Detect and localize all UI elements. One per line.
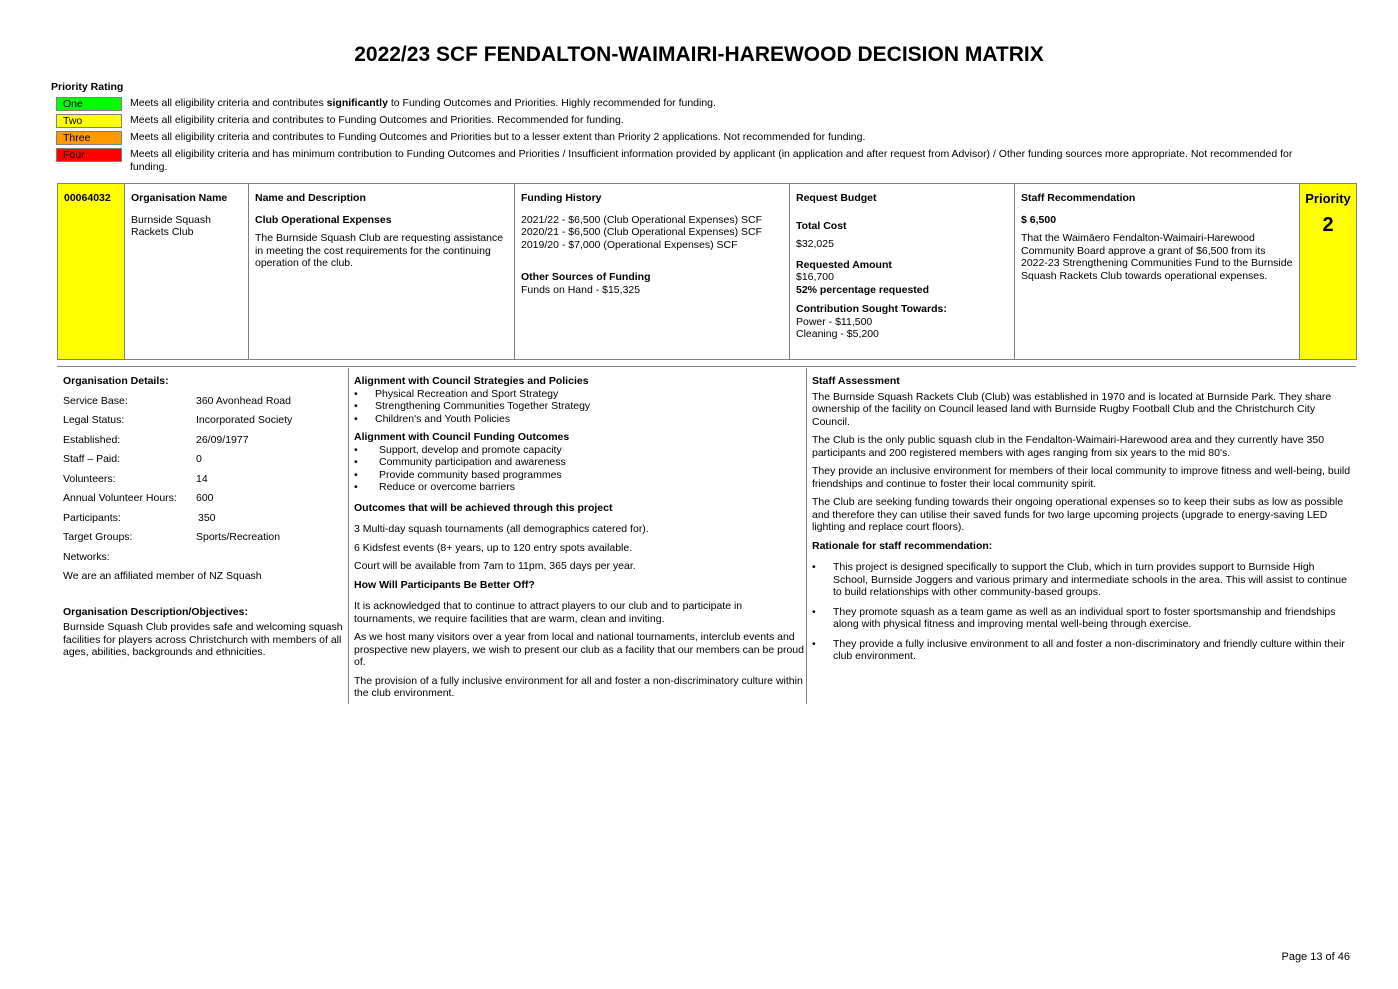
contribution-label: Contribution Sought Towards:	[796, 303, 947, 315]
detail-value: Sports/Recreation	[196, 531, 281, 543]
org-name-cell	[125, 184, 249, 360]
priority-cell	[1300, 184, 1357, 360]
contribution-item: Power - $11,500	[796, 315, 873, 328]
legend-swatch-four: Four	[56, 148, 122, 162]
column-divider	[348, 368, 349, 704]
legend-swatch-three: Three	[56, 131, 122, 145]
legend-swatch-one: One	[56, 97, 122, 111]
percentage-requested: 52% percentage requested	[796, 283, 930, 296]
alignment-section	[354, 375, 804, 706]
staff-recommendation-cell	[1015, 184, 1300, 360]
detail-key: Service Base:	[63, 394, 128, 407]
legend-text-two: Meets all eligibility criteria and contributes to Funding Outcomes and Priorities. Recommended for funding.	[130, 114, 624, 126]
achieved-item: 6 Kidsfest events (8+ years, up to 120 entry spots available.	[354, 541, 633, 554]
list-item: • Children's and Youth Policies	[354, 413, 804, 426]
detail-key: Annual Volunteer Hours:	[63, 492, 177, 504]
page-number: Page 13 of 46	[1281, 951, 1350, 963]
org-details-heading: Organisation Details:	[63, 375, 169, 387]
assessment-paragraph: They provide an inclusive environment for members of their local community to improve fitness and well-being, build friendships and continue to foster their local community spirit.	[812, 465, 1351, 490]
detail-value: 14	[196, 472, 208, 485]
org-description-heading: Organisation Description/Objectives:	[63, 605, 248, 618]
detail-value: 26/09/1977	[196, 433, 249, 446]
better-off-paragraph: It is acknowledged that to continue to attract players to our club and to participate in tournaments, we require facilities that are warm, clean and inviting.	[354, 600, 743, 625]
assessment-paragraph: The Burnside Squash Rackets Club (Club) was established in 1970 and is located at Burnside Park. They share ownership of the facility on Council leased land with Burnside Rugby Football Club and the Christchurch City Council.	[812, 390, 1332, 428]
other-sources-header: Other Sources of Funding	[521, 271, 651, 283]
list-item: • Strengthening Communities Together Strategy	[354, 400, 804, 413]
better-off-paragraph: As we host many visitors over a year from local and national tournaments, interclub events and prospective new players, we wish to present our club as a facility that our members can be proud of.	[354, 631, 804, 668]
legend-text-three: Meets all eligibility criteria and contributes to Funding Outcomes and Priorities but to a lesser extent than Priority 2 applications. Not recommended for funding.	[130, 131, 866, 143]
outcomes-list	[354, 444, 804, 494]
name-description-header: Name and Description	[255, 192, 366, 204]
legend-row-three	[56, 131, 1316, 145]
legend-text-one-bold: significantly	[326, 97, 388, 109]
detail-row	[63, 453, 345, 466]
list-item: • Provide community based programmes	[354, 469, 804, 482]
decision-matrix-table	[57, 183, 1357, 360]
detail-key: Target Groups:	[63, 531, 133, 543]
request-budget-cell	[790, 184, 1015, 360]
detail-row	[63, 473, 345, 486]
outcomes-heading: Alignment with Council Funding Outcomes	[354, 431, 570, 443]
detail-value: Incorporated Society	[196, 414, 293, 426]
staff-recommendation-header: Staff Recommendation	[1021, 192, 1136, 204]
detail-value: 600	[196, 492, 214, 504]
detail-row	[63, 414, 345, 427]
request-budget-header: Request Budget	[796, 192, 877, 204]
contribution-item: Cleaning - $5,200	[796, 328, 879, 340]
name-description-cell	[249, 184, 515, 360]
funding-history-item: 2021/22 - $6,500 (Club Operational Expenses) SCF	[521, 213, 763, 226]
detail-row	[63, 395, 345, 408]
legend-row-four	[56, 148, 1316, 173]
list-item: • They promote squash as a team game as well as an individual sport to foster sportsmanship and friendships along with physical fitness and improving mental well-being through exercise.	[812, 606, 1352, 631]
better-off-paragraph: The provision of a fully inclusive environment for all and foster a non-discriminatory culture within the club environment.	[354, 674, 803, 699]
list-item: • Physical Recreation and Sport Strategy	[354, 388, 804, 401]
legend-row-two	[56, 114, 1316, 128]
page-title: 2022/23 SCF FENDALTON-WAIMAIRI-HAREWOOD DECISION MATRIX	[354, 43, 1044, 66]
detail-key: Participants:	[63, 511, 121, 524]
column-divider	[806, 368, 807, 704]
staff-assessment-section	[812, 375, 1352, 670]
achieved-heading: Outcomes that will be achieved through this project	[354, 501, 613, 514]
detail-key: Legal Status:	[63, 414, 125, 426]
priority-legend	[56, 97, 1316, 176]
other-sources: Funds on Hand - $15,325	[521, 283, 641, 296]
total-cost-label: Total Cost	[796, 219, 847, 232]
detail-row	[63, 551, 345, 564]
list-item: • Support, develop and promote capacity	[354, 444, 804, 457]
achieved-item: 3 Multi-day squash tournaments (all demographics catered for).	[354, 523, 649, 535]
funding-history-cell	[515, 184, 790, 360]
project-description: The Burnside Squash Club are requesting assistance in meeting the cost requirements for the continuing operation of the club.	[255, 232, 504, 269]
strategies-list	[354, 388, 804, 426]
application-id-cell	[58, 184, 125, 360]
detail-key: Established:	[63, 433, 121, 446]
staff-recommendation-amount: $ 6,500	[1021, 213, 1057, 226]
funding-history-item: 2019/20 - $7,000 (Operational Expenses) SCF	[521, 238, 738, 251]
list-item: • Community participation and awareness	[354, 456, 804, 469]
list-item: • This project is designed specifically to support the Club, which in turn provides support to Burnside High School, Burnside Joggers and various primary and intermediate schools in the area. This will assist to continue to build relationships with other community-based groups.	[812, 561, 1352, 599]
assessment-paragraph: The Club are seeking funding towards their ongoing operational expenses so to keep their subs as low as possible and therefore they can utilise their saved funds for two large upcoming projects (upgrade to energy-saving LED lighting and replace court floors).	[812, 496, 1344, 533]
detail-key: Staff – Paid:	[63, 453, 121, 465]
legend-row-one	[56, 97, 1316, 111]
detail-key: Volunteers:	[63, 472, 116, 485]
organisation-details	[63, 375, 345, 659]
detail-row	[63, 492, 345, 505]
network-note: We are an affiliated member of NZ Squash	[63, 570, 262, 582]
legend-text-one	[130, 97, 1316, 110]
rationale-list	[812, 561, 1352, 663]
total-cost: $32,025	[796, 238, 834, 250]
priority-value: 2	[1322, 213, 1334, 236]
list-item: • Reduce or overcome barriers	[354, 481, 804, 494]
staff-assessment-heading: Staff Assessment	[812, 375, 900, 387]
detail-row	[63, 512, 345, 525]
legend-text-four: Meets all eligibility criteria and has minimum contribution to Funding Outcomes and Priorities / Insufficient information provided by applicant (in application and after request from Advisor) / Other funding sources more appropriate. Not recommended for funding.	[130, 148, 1293, 173]
detail-value: 360 Avonhead Road	[196, 394, 291, 407]
strategies-heading: Alignment with Council Strategies and Policies	[354, 375, 589, 387]
funding-history-header: Funding History	[521, 192, 602, 204]
requested-amount: $16,700	[796, 271, 834, 283]
better-off-heading: How Will Participants Be Better Off?	[354, 578, 535, 591]
priority-header: Priority	[1305, 191, 1351, 206]
org-name: Burnside Squash Rackets Club	[131, 213, 211, 238]
rationale-heading: Rationale for staff recommendation:	[812, 539, 993, 552]
project-name: Club Operational Expenses	[255, 213, 392, 226]
org-name-header: Organisation Name	[131, 192, 228, 204]
detail-key: Networks:	[63, 550, 110, 563]
staff-recommendation-text: That the Waimāero Fendalton-Waimairi-Harewood Community Board approve a grant of $6,500 from its 2022-23 Strengthening Communities Fund to the Burnside Squash Rackets Club towards operational expenses.	[1021, 232, 1293, 282]
legend-swatch-two: Two	[56, 114, 122, 128]
detail-value: 0	[196, 453, 202, 465]
funding-history-item: 2020/21 - $6,500 (Club Operational Expenses) SCF	[521, 226, 763, 238]
section-divider	[57, 366, 1356, 367]
application-id: 00064032	[64, 192, 111, 204]
detail-value: 350	[198, 511, 216, 524]
assessment-paragraph: The Club is the only public squash club in the Fendalton-Waimairi-Harewood area and they currently have 350 participants and 200 registered members with ages ranging from six years to the mid 80's.	[812, 434, 1325, 459]
requested-amount-label: Requested Amount	[796, 258, 892, 271]
org-description: Burnside Squash Club provides safe and welcoming squash facilities for players across Christchurch with members of all ages, abilities, backgrounds and ethnicities.	[63, 621, 343, 658]
detail-row	[63, 531, 345, 544]
list-item: • They provide a fully inclusive environment to all and foster a non-discriminatory and friendly culture within their club environment.	[812, 638, 1352, 663]
priority-rating-heading: Priority Rating	[51, 81, 124, 93]
legend-text-one-b: to Funding Outcomes and Priorities. Highly recommended for funding.	[387, 97, 716, 109]
achieved-item: Court will be available from 7am to 11pm, 365 days per year.	[354, 560, 636, 572]
legend-text-one-a: Meets all eligibility criteria and contributes	[130, 97, 327, 109]
detail-row	[63, 434, 345, 447]
